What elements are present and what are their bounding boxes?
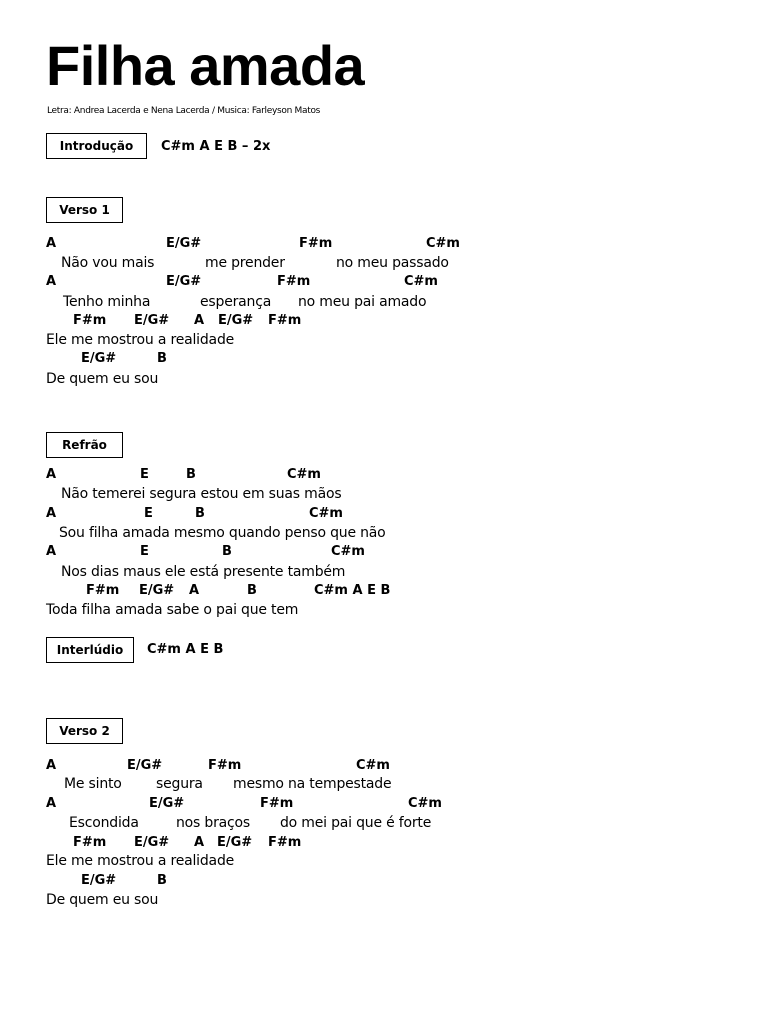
- lyric-line: De quem eu sou: [46, 892, 159, 908]
- lyric-segment: no meu passado: [336, 255, 449, 271]
- lyric-line: Nos dias maus ele está presente também: [61, 564, 346, 580]
- lyric-line: Ele me mostrou a realidade: [46, 332, 235, 348]
- chord: C#m: [331, 544, 365, 559]
- chord: C#m: [287, 467, 321, 482]
- chord: F#m: [277, 274, 311, 289]
- chord: B: [157, 351, 167, 366]
- chord: C#m: [356, 758, 390, 773]
- chord: A: [46, 544, 57, 559]
- lyric-segment: Me sinto: [64, 776, 122, 792]
- lyric-line: Não temerei segura estou em suas mãos: [61, 486, 342, 502]
- lyric-line: De quem eu sou: [46, 371, 159, 387]
- chord: F#m: [299, 236, 333, 251]
- chord: A: [194, 313, 205, 328]
- section-label-verse-2: Verso 2: [46, 718, 123, 744]
- chord: E: [140, 544, 149, 559]
- interlude-chords: C#m A E B: [147, 642, 224, 657]
- lyric-segment: Não vou mais: [61, 255, 155, 271]
- chord: C#m A E B: [314, 583, 391, 598]
- section-label-chorus: Refrão: [46, 432, 123, 458]
- chord: E: [140, 467, 149, 482]
- intro-chords: C#m A E B – 2x: [161, 139, 271, 154]
- chord: F#m: [268, 835, 302, 850]
- chord: C#m: [309, 506, 343, 521]
- chord: F#m: [208, 758, 242, 773]
- chord: F#m: [73, 313, 107, 328]
- lyric-segment: segura: [156, 776, 203, 792]
- chord: E/G#: [166, 236, 202, 251]
- section-label-verse-1: Verso 1: [46, 197, 123, 223]
- song-credits: Letra: Andrea Lacerda e Nena Lacerda / Musica: Farleyson Matos: [47, 106, 321, 116]
- chord: B: [157, 873, 167, 888]
- chord: B: [186, 467, 196, 482]
- chord: E/G#: [127, 758, 163, 773]
- chord: E/G#: [149, 796, 185, 811]
- lyric-segment: no meu pai amado: [298, 294, 427, 310]
- chord: F#m: [86, 583, 120, 598]
- song-title: Filha amada: [46, 34, 365, 97]
- chord: E: [144, 506, 153, 521]
- lyric-segment: Escondida: [69, 815, 139, 831]
- lyric-line: Toda filha amada sabe o pai que tem: [46, 602, 299, 618]
- chord: E/G#: [166, 274, 202, 289]
- section-label-intro: Introdução: [46, 133, 147, 159]
- chord: A: [46, 236, 57, 251]
- chord: A: [189, 583, 200, 598]
- chord: E/G#: [81, 351, 117, 366]
- section-label-interlude: Interlúdio: [46, 637, 134, 663]
- chord: A: [46, 274, 57, 289]
- chord: B: [247, 583, 257, 598]
- chord: F#m: [73, 835, 107, 850]
- chord: A: [194, 835, 205, 850]
- chord: E/G#: [81, 873, 117, 888]
- chord: A: [46, 467, 57, 482]
- chord: A: [46, 506, 57, 521]
- chord: E/G#: [134, 313, 170, 328]
- lyric-line: Ele me mostrou a realidade: [46, 853, 235, 869]
- chord: F#m: [260, 796, 294, 811]
- chord: B: [222, 544, 232, 559]
- lyric-segment: mesmo na tempestade: [233, 776, 392, 792]
- chord: A: [46, 758, 57, 773]
- chord: E/G#: [134, 835, 170, 850]
- chord: E/G#: [217, 835, 253, 850]
- chord: B: [195, 506, 205, 521]
- lyric-segment: me prender: [205, 255, 285, 271]
- chord: E/G#: [139, 583, 175, 598]
- chord: F#m: [268, 313, 302, 328]
- lyric-segment: Tenho minha: [63, 294, 151, 310]
- lyric-line: Sou filha amada mesmo quando penso que não: [59, 525, 386, 541]
- lyric-segment: esperança: [200, 294, 272, 310]
- chord: C#m: [408, 796, 442, 811]
- chord: E/G#: [218, 313, 254, 328]
- lyric-segment: do mei pai que é forte: [280, 815, 432, 831]
- lyric-segment: nos braços: [176, 815, 250, 831]
- chord: C#m: [404, 274, 438, 289]
- chord: A: [46, 796, 57, 811]
- chord: C#m: [426, 236, 460, 251]
